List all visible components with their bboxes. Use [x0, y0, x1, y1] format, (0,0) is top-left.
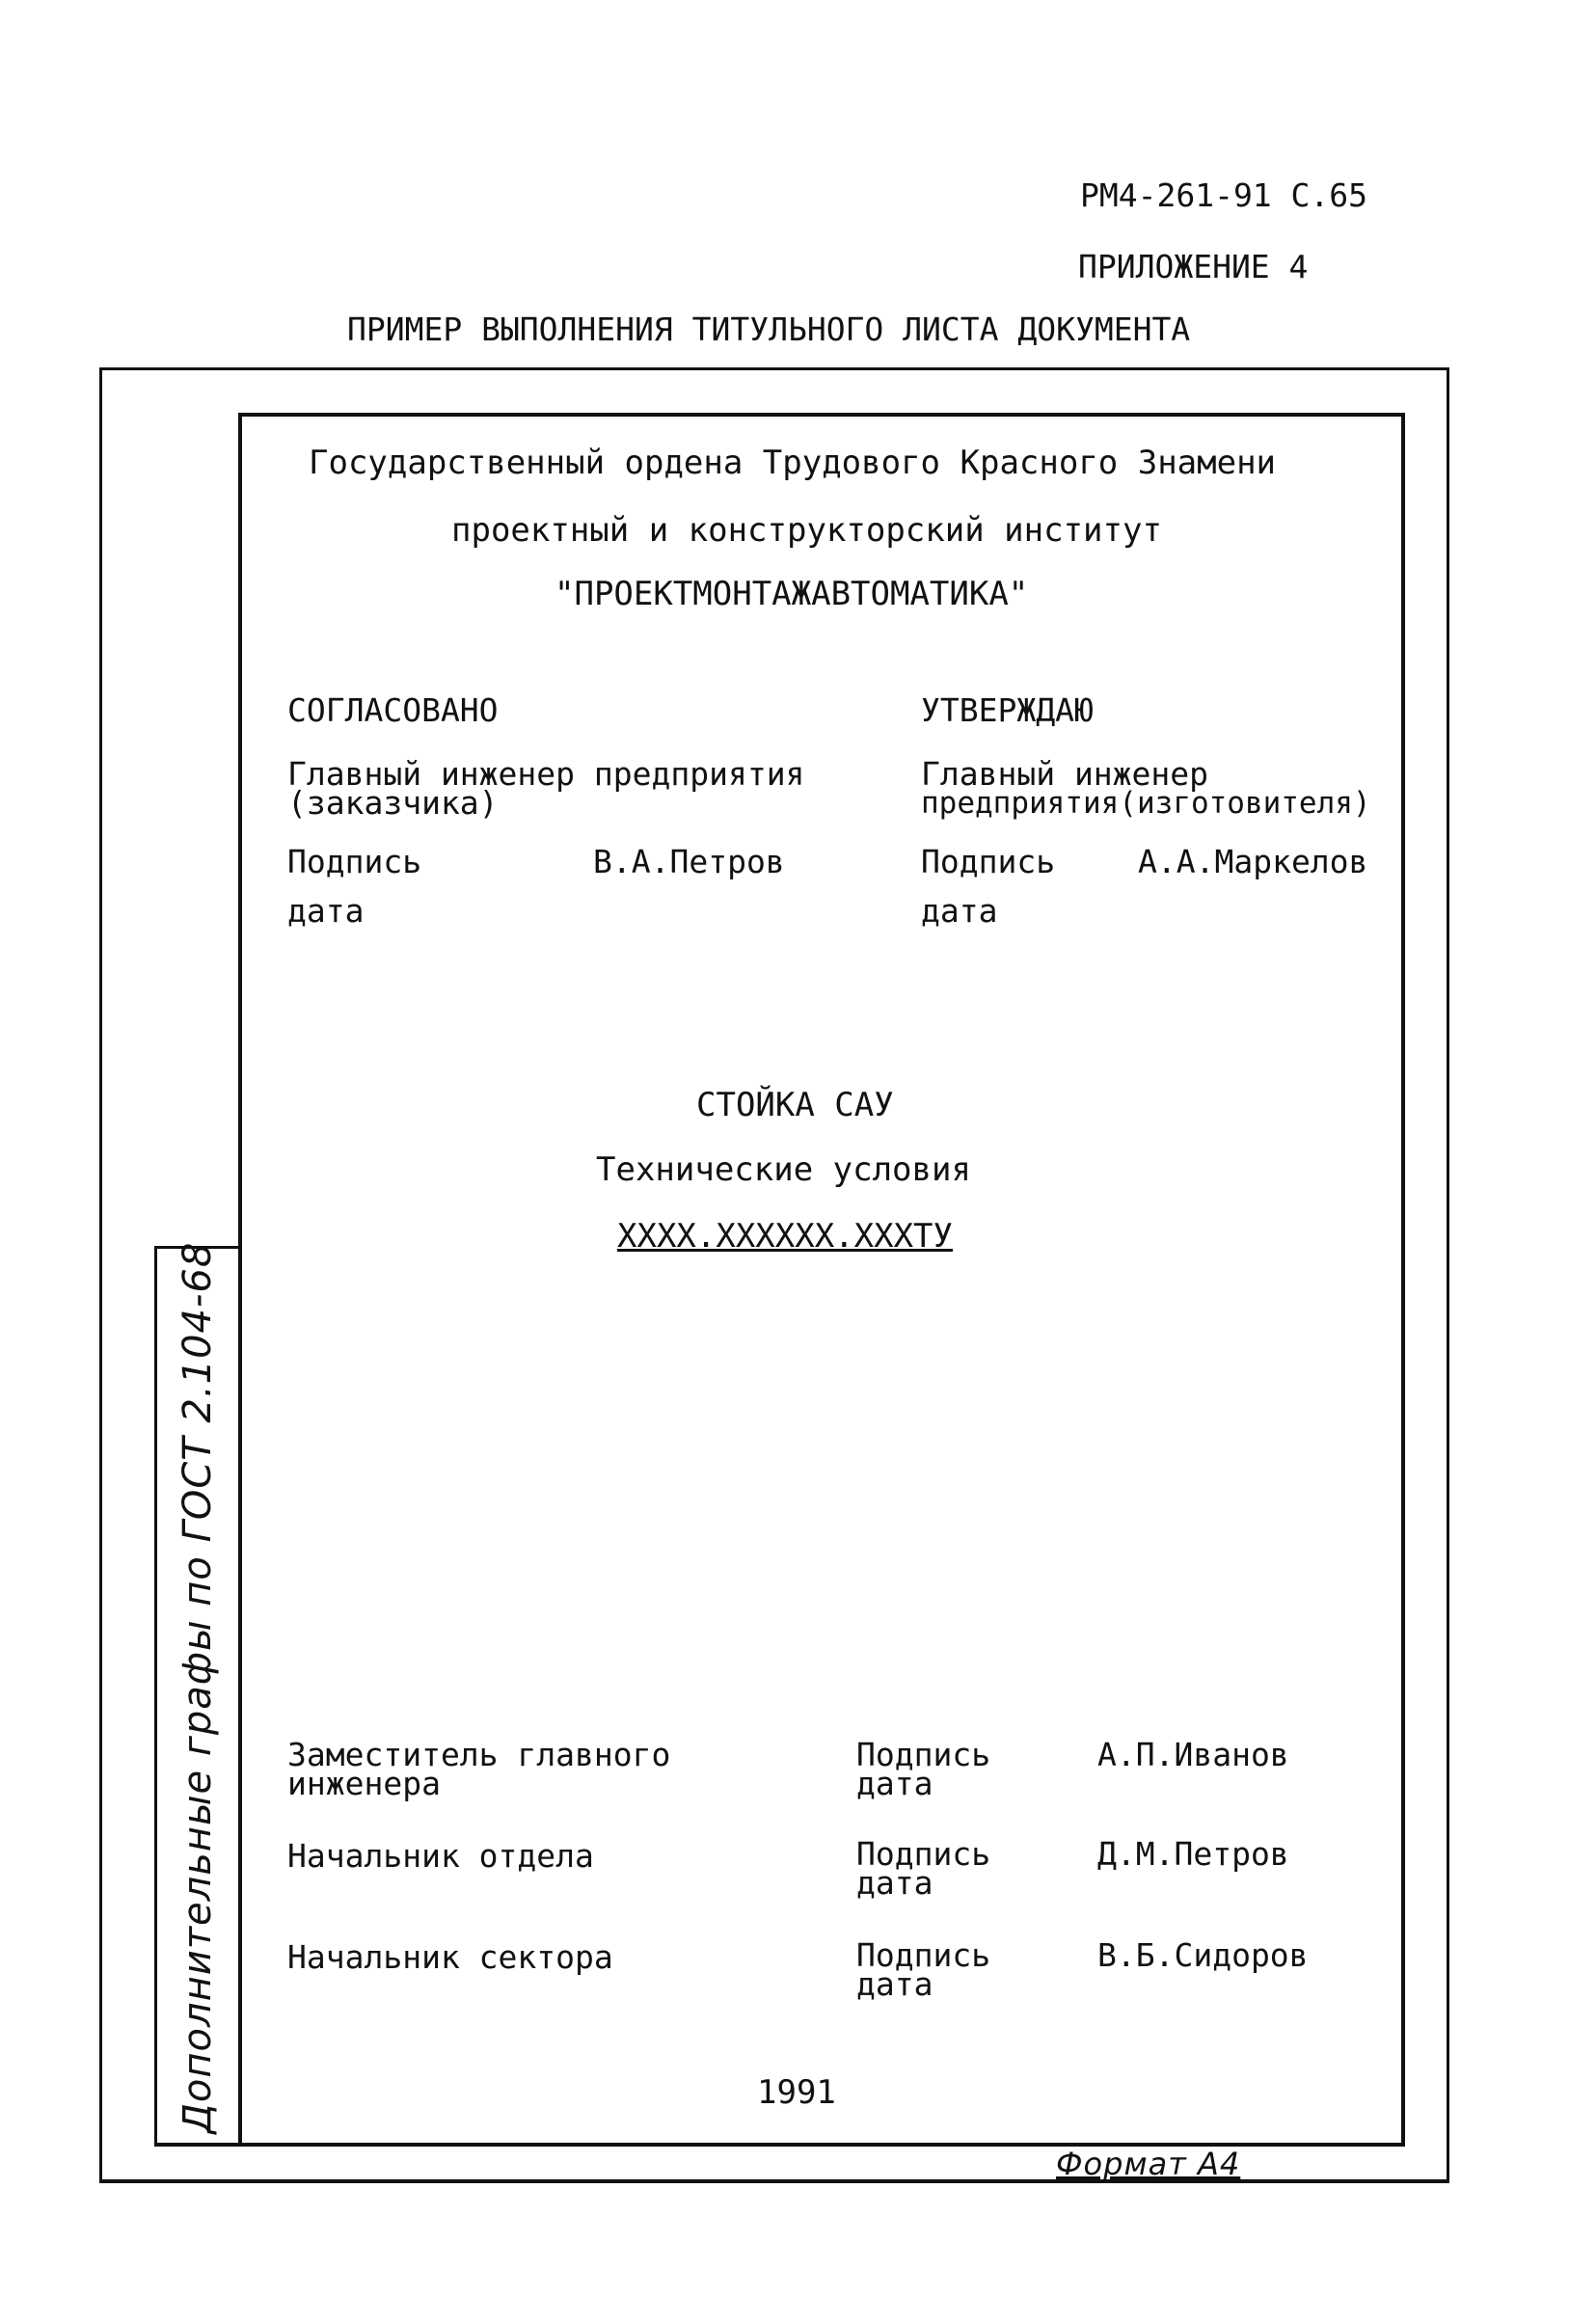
- signatory-name: В.Б.Сидоров: [1097, 1936, 1309, 1974]
- signatory-position-2: инженера: [287, 1765, 441, 1802]
- approval-right-date-label: дата: [921, 892, 998, 930]
- approval-right-position-2: предприятия(изготовителя): [921, 786, 1371, 821]
- signatory-name: Д.М.Петров: [1097, 1835, 1289, 1873]
- signatory-date-label: дата: [856, 1965, 933, 2003]
- org-line-3: "ПРОЕКТМОНТАЖАВТОМАТИКА": [555, 575, 1029, 613]
- approval-left-position-2: (заказчика): [287, 784, 499, 822]
- approval-right-position-1: Главный инженер: [921, 755, 1209, 793]
- approval-left-date-label: дата: [287, 892, 365, 930]
- approval-left-name: В.А.Петров: [593, 843, 785, 880]
- format-note: Формат А4: [1056, 2146, 1241, 2182]
- signatory-position-1: Заместитель главного: [287, 1736, 671, 1773]
- signatory-signature-label: Подпись: [856, 1835, 991, 1873]
- year: 1991: [757, 2073, 836, 2112]
- document-code: XXXX.XXXXXX.XXXТУ: [617, 1217, 953, 1256]
- signatory-signature-label: Подпись: [856, 1936, 991, 1974]
- signatory-position-1: Начальник отдела: [287, 1837, 594, 1875]
- org-line-2: проектный и конструкторский институт: [451, 511, 1162, 550]
- approval-left-position-1: Главный инженер предприятия: [287, 755, 805, 793]
- document-number: РМ4-261-91 С.65: [1080, 176, 1368, 214]
- signatory-name: А.П.Иванов: [1097, 1736, 1289, 1773]
- document-subtitle: Технические условия: [596, 1150, 971, 1189]
- document-title: СТОЙКА САУ: [696, 1086, 894, 1124]
- side-note: Дополнительные графы по ГОСТ 2.104-68: [176, 1241, 220, 2134]
- signatory-date-label: дата: [856, 1864, 933, 1902]
- page-heading: ПРИМЕР ВЫПОЛНЕНИЯ ТИТУЛЬНОГО ЛИСТА ДОКУМЕНТА: [347, 311, 1191, 348]
- approval-right-signature-label: Подпись: [921, 843, 1056, 880]
- approval-right-name: А.А.Маркелов: [1138, 843, 1368, 880]
- signatory-position-1: Начальник сектора: [287, 1938, 613, 1976]
- signatory-date-label: дата: [856, 1765, 933, 1802]
- approval-right-title: УТВЕРЖДАЮ: [921, 691, 1094, 729]
- appendix-label: ПРИЛОЖЕНИЕ 4: [1078, 248, 1309, 285]
- signatory-signature-label: Подпись: [856, 1736, 991, 1773]
- approval-left-title: СОГЛАСОВАНО: [287, 691, 499, 729]
- approval-left-signature-label: Подпись: [287, 843, 422, 880]
- org-line-1: Государственный ордена Трудового Красного Знамени: [309, 444, 1277, 482]
